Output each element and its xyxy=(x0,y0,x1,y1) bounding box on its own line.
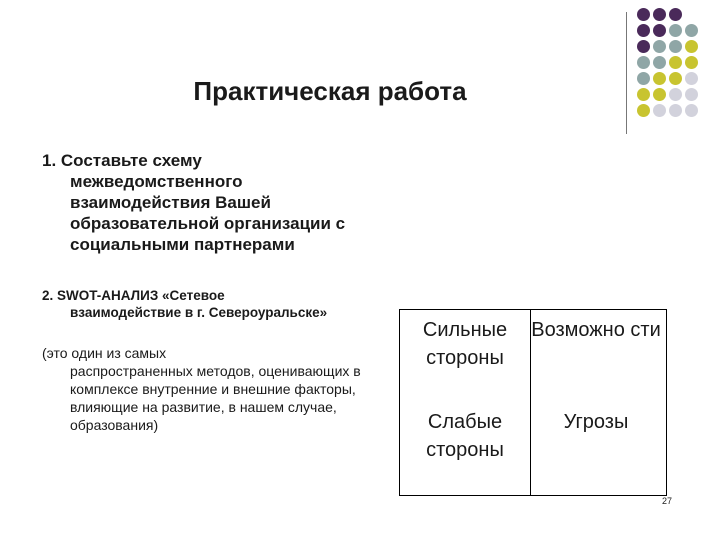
decorative-dot xyxy=(653,104,666,117)
decorative-dot xyxy=(685,104,698,117)
task-1 xyxy=(42,150,362,255)
swot-table xyxy=(399,309,667,496)
swot-weaknesses: Слабые стороны xyxy=(426,411,504,461)
task-2-note xyxy=(42,344,372,434)
decorative-dot xyxy=(637,40,650,53)
decorative-dot xyxy=(685,56,698,69)
decorative-dot xyxy=(669,56,682,69)
decorative-dot xyxy=(685,88,698,101)
decorative-divider xyxy=(626,12,627,134)
decorative-dot xyxy=(637,72,650,85)
decorative-dot xyxy=(685,40,698,53)
decorative-dot xyxy=(669,88,682,101)
swot-strengths: Сильные стороны xyxy=(422,319,508,369)
task-1-lead: 1. Составьте схему xyxy=(42,151,202,170)
page-number: 27 xyxy=(662,496,673,506)
decorative-dot xyxy=(637,8,650,21)
swot-opportunities: Возможно сти xyxy=(531,319,661,341)
note-lead: (это один из самых xyxy=(42,345,167,361)
decorative-dot xyxy=(669,72,682,85)
decorative-dot xyxy=(653,40,666,53)
decorative-dot xyxy=(669,24,682,37)
decorative-dot xyxy=(685,24,698,37)
decorative-dot xyxy=(653,56,666,69)
decorative-dot-grid xyxy=(637,8,717,120)
swot-threats: Угрозы xyxy=(563,411,629,433)
decorative-dot xyxy=(653,72,666,85)
decorative-dot xyxy=(685,72,698,85)
decorative-dot xyxy=(669,40,682,53)
decorative-dot xyxy=(653,88,666,101)
decorative-dot xyxy=(637,88,650,101)
decorative-dot xyxy=(669,104,682,117)
decorative-dot xyxy=(653,8,666,21)
slide-title: Практическая работа xyxy=(193,76,467,106)
decorative-dot xyxy=(637,104,650,117)
task-2-lead: 2. SWOT-АНАЛИЗ «Сетевое xyxy=(42,288,225,303)
decorative-dot xyxy=(637,24,650,37)
task-2-text: взаимодействие в г. Североуральске» xyxy=(70,305,328,320)
decorative-dot xyxy=(653,24,666,37)
task-2 xyxy=(42,287,362,321)
decorative-dot xyxy=(669,8,682,21)
task-1-text: межведомственного взаимодействия Вашей образовательной организации с социальными партнерами xyxy=(70,172,346,254)
note-text: распространенных методов, оценивающих в комплексе внутренние и внешние факторы, влияющие на развитие, в нашем случае, образования) xyxy=(70,363,361,433)
decorative-dot xyxy=(637,56,650,69)
